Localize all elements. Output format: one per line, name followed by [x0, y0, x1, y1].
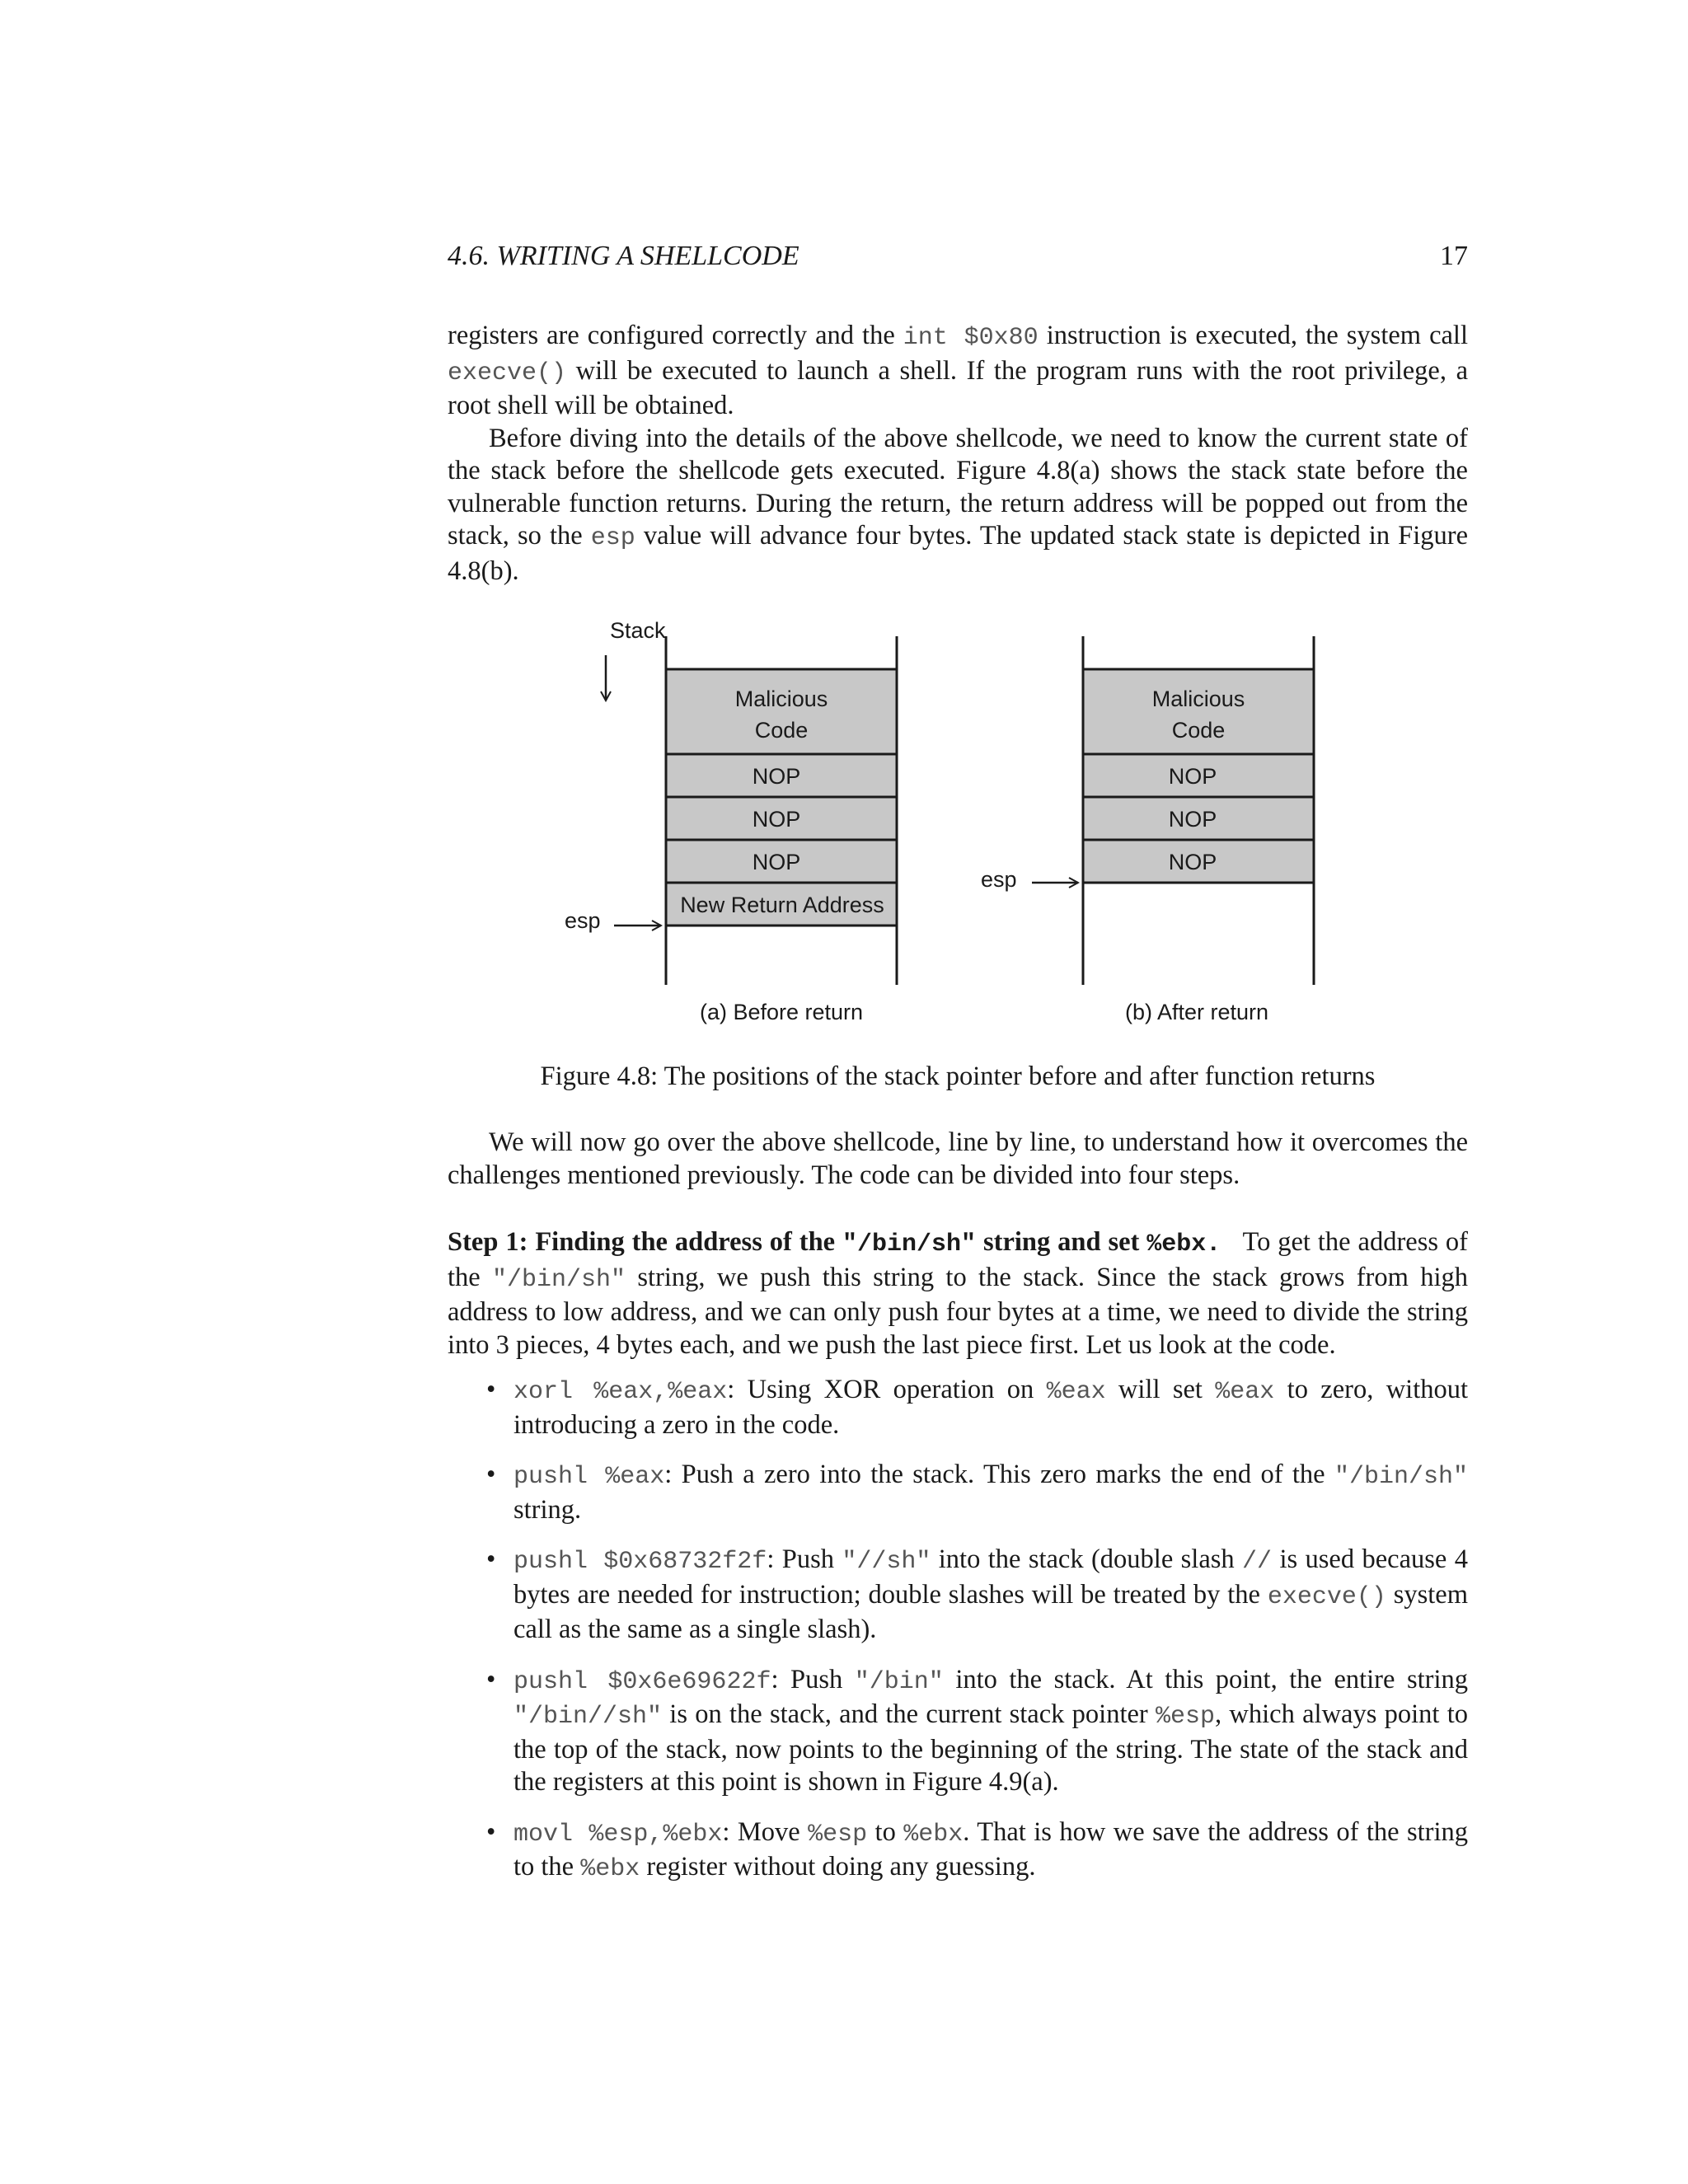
text: registers are configured correctly and the — [448, 321, 903, 350]
cell-malicious: Malicious — [734, 687, 828, 711]
bullet-dot: • — [486, 1460, 496, 1489]
text: string. — [513, 1494, 582, 1525]
code-inline: pushl $0x68732f2f — [513, 1548, 767, 1576]
stack-figure — [560, 618, 1343, 1038]
code-inline: %esp — [1156, 1703, 1216, 1731]
text: into the stack (double slash — [931, 1544, 1243, 1574]
text: Step 1: Finding the address of the — [448, 1227, 843, 1257]
stack-after-return — [981, 636, 1314, 1024]
paragraph-3 — [448, 1127, 1468, 1192]
text: to — [867, 1816, 904, 1847]
bullet-dot: • — [486, 1664, 496, 1694]
cell-nop: NOP — [752, 764, 801, 789]
code-inline: "/bin" — [854, 1667, 944, 1696]
code-inline: xorl %eax,%eax — [513, 1378, 728, 1406]
bullet-list — [486, 1374, 1468, 1904]
text: : Move — [722, 1816, 809, 1847]
text: , which always point to the top of the stack, now points to the beginning of the string. The state of the stack and the registers at this point is shown in Figure 4.9(a). — [513, 1699, 1468, 1797]
page-number: 17 — [1440, 241, 1468, 271]
code-inline: movl %esp,%ebx — [513, 1820, 723, 1849]
text: string, we push this string to the stack. Since the stack grows from high address to low address, and we can only push four bytes at a time, we need to divide the string into 3 pieces, 4 bytes each, and we push the last piece first. Let us look at the code. — [448, 1262, 1468, 1360]
stack-diagram — [560, 618, 1343, 1038]
bullet-dot: • — [486, 1544, 496, 1574]
cell-code: Code — [1171, 718, 1226, 743]
page-header — [448, 241, 1468, 280]
step-1-paragraph — [448, 1226, 1475, 1361]
cell-nop: NOP — [1168, 764, 1217, 789]
cell-code: Code — [754, 718, 809, 743]
code-inline: "/bin/sh" — [492, 1265, 626, 1294]
cell-return-address: New Return Address — [680, 893, 884, 917]
paragraph-2 — [448, 423, 1468, 588]
code-inline: "//sh" — [842, 1548, 931, 1576]
esp-label: esp — [565, 908, 601, 933]
list-item — [486, 1374, 1468, 1441]
text: instruction is executed, the system call — [1038, 321, 1468, 350]
text: : Using XOR operation on — [727, 1375, 1047, 1404]
code-inline: %eax — [1215, 1378, 1275, 1406]
text: will set — [1105, 1375, 1216, 1404]
code-inline: %ebx — [903, 1820, 964, 1849]
cell-nop: NOP — [1168, 807, 1217, 832]
bullet-dot: • — [486, 1375, 496, 1404]
code-inline: pushl $0x6e69622f — [513, 1667, 771, 1696]
cell-nop: NOP — [752, 807, 801, 832]
code-inline: %eax — [1046, 1378, 1106, 1406]
code-inline: // — [1242, 1548, 1273, 1576]
code-inline: int $0x80 — [903, 324, 1039, 352]
stack-label: Stack — [610, 618, 666, 643]
text: : Push — [767, 1544, 842, 1574]
text: string and set — [976, 1227, 1147, 1257]
text: system call as the same as a single slash). — [513, 1579, 1468, 1644]
code-inline: "/bin/sh" — [1334, 1463, 1468, 1491]
paragraph-1 — [448, 320, 1468, 588]
text: into the stack. At this point, the entire string — [943, 1664, 1468, 1694]
text: is used because 4 bytes are needed for instruction; double slashes will be treated by the — [513, 1544, 1468, 1610]
code-inline: execve() — [1267, 1582, 1386, 1611]
subcaption-b: (b) After return — [1124, 1000, 1269, 1024]
text: will be executed to launch a shell. If the program runs with the root privilege, a root shell will be obtained. — [448, 355, 1468, 420]
code-inline: %ebx. — [1146, 1230, 1221, 1258]
text: . That is how we save the address of the string to the — [513, 1816, 1469, 1882]
stack-before-return — [565, 636, 897, 1024]
text: We will now go over the above shellcode, line by line, to understand how it overcomes the challenges mentioned previously. The code can be divided into four steps. — [448, 1127, 1468, 1190]
figure-caption: Figure 4.8: The positions of the stack pointer before and after function returns — [540, 1062, 1376, 1091]
text: to zero, without introducing a zero in the code. — [513, 1375, 1468, 1440]
text: : Push — [771, 1664, 855, 1694]
cell-nop: NOP — [1168, 850, 1217, 874]
code-inline: pushl %eax — [513, 1463, 665, 1491]
step-heading — [448, 1227, 1221, 1257]
section-title: 4.6. WRITING A SHELLCODE — [448, 241, 799, 271]
text: is on the stack, and the current stack pointer — [662, 1699, 1156, 1729]
list-item — [486, 1664, 1468, 1799]
code-inline: "/bin//sh" — [513, 1703, 663, 1731]
text: To get the address of the — [448, 1227, 1475, 1292]
text: : Push a zero into the stack. This zero marks the end of the — [664, 1460, 1334, 1489]
cell-nop: NOP — [752, 850, 801, 874]
subcaption-a: (a) Before return — [699, 1000, 864, 1024]
list-item — [486, 1544, 1468, 1647]
code-inline: esp — [590, 524, 635, 552]
list-item — [486, 1816, 1468, 1886]
bullet-dot: • — [486, 1816, 496, 1847]
list-item — [486, 1459, 1468, 1526]
text: register without doing any guessing. — [640, 1852, 1036, 1882]
code-inline: %ebx — [580, 1855, 640, 1883]
code-inline: execve() — [448, 359, 567, 387]
cell-malicious: Malicious — [1151, 687, 1245, 711]
code-inline: "/bin/sh" — [842, 1230, 977, 1258]
text: value will advance four bytes. The updated stack state is depicted in Figure 4.8(b). — [448, 521, 1468, 586]
code-inline: %esp — [808, 1820, 868, 1849]
text: Before diving into the details of the above shellcode, we need to know the current state of the stack before the shellcode gets executed. Figure 4.8(a) shows the stack state before the vulnerable function returns. During the return, the return address will be popped out from the stack, so the — [448, 423, 1468, 551]
esp-label: esp — [981, 867, 1017, 892]
